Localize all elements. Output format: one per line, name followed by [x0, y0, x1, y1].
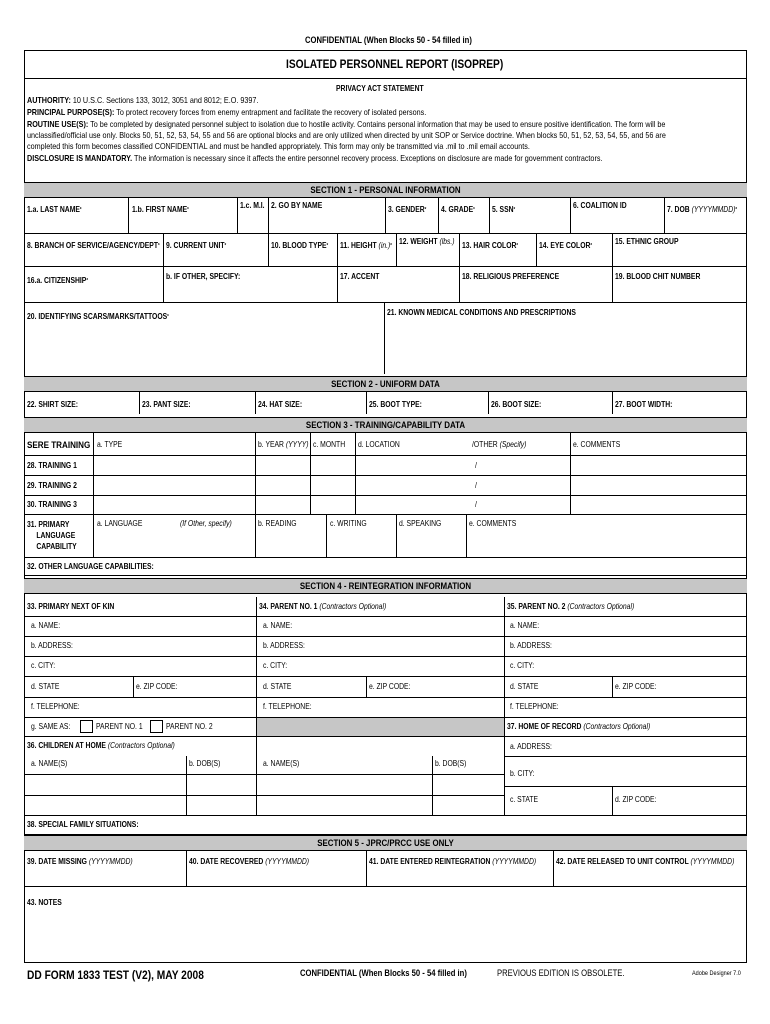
obsolete-notice: PREVIOUS EDITION IS OBSOLETE. — [497, 968, 625, 978]
notes-label: 43. NOTES — [27, 898, 62, 907]
nok-city-label: c. CITY: — [31, 661, 56, 670]
home-of-record-label: 37. HOME OF RECORD (Contractors Optional) — [507, 722, 651, 731]
p2-state-label: d. STATE — [510, 682, 539, 691]
coalition-id-input[interactable] — [571, 212, 663, 232]
citizenship-label: 16.a. CITIZENSHIP* — [27, 276, 88, 285]
s2-v4 — [488, 392, 489, 414]
boot-width-label: 27. BOOT WIDTH: — [615, 400, 673, 409]
children-names-label-1: a. NAME(S) — [31, 759, 68, 768]
training-3-location-input[interactable] — [356, 496, 569, 513]
nok-phone-label: f. TELEPHONE: — [31, 702, 80, 711]
routine-label: ROUTINE USE(S): — [27, 120, 89, 129]
sere-training-label: SERE TRAINING — [27, 440, 91, 451]
next-of-kin-label: 33. PRIMARY NEXT OF KIN — [27, 602, 115, 611]
same-as-parent1-label: PARENT NO. 1 — [96, 722, 143, 731]
first-name-label: 1.b. FIRST NAME* — [132, 205, 189, 214]
training-1-year-input[interactable] — [256, 456, 309, 474]
s3-row-h6 — [24, 575, 747, 576]
s4-v-rzip — [612, 786, 613, 815]
section3-title: SECTION 3 - TRAINING/CAPABILITY DATA — [305, 420, 466, 430]
branch-input[interactable] — [25, 252, 162, 265]
section1-header — [24, 182, 747, 198]
training-year-label: b. YEAR (YYYY) — [258, 440, 309, 449]
hat-size-input[interactable] — [304, 396, 365, 412]
training-location-label: d. LOCATION — [358, 440, 400, 449]
weight-label: 12. WEIGHT (lbs.) — [399, 237, 455, 246]
designer-credit: Adobe Designer 7.0 — [692, 970, 741, 977]
section5-header — [24, 835, 747, 851]
s2-v5 — [612, 392, 613, 414]
p1-phone-label: f. TELEPHONE: — [263, 702, 312, 711]
training-other-label: /OTHER (Specify) — [472, 440, 527, 449]
language-comments-label: e. COMMENTS — [469, 519, 517, 528]
s4-v-504 — [504, 597, 505, 815]
date-recovered-input[interactable] — [187, 868, 365, 885]
confidential-banner-bottom: CONFIDENTIAL (When Blocks 50 - 54 filled in) — [300, 968, 467, 978]
training-1-label: 28. TRAINING 1 — [27, 461, 77, 470]
date-released-input[interactable] — [554, 868, 746, 885]
p2-city-label: c. CITY: — [510, 661, 535, 670]
training-3-type-input[interactable] — [94, 496, 254, 513]
p2-address-input[interactable] — [559, 637, 746, 655]
form-title: ISOLATED PERSONNEL REPORT (ISOPREP) — [286, 57, 504, 71]
purpose-label: PRINCIPAL PURPOSE(S): — [27, 108, 115, 117]
p2-city-input[interactable] — [543, 657, 746, 675]
s1-row1-bottom — [24, 233, 747, 234]
children-dobs-input-1a[interactable] — [187, 775, 255, 794]
s1-row2-bottom — [24, 266, 747, 267]
reading-label: b. READING — [258, 519, 297, 528]
training-1-type-input[interactable] — [94, 456, 254, 474]
medical-conditions-input[interactable] — [385, 319, 746, 373]
citizenship-input[interactable] — [25, 287, 162, 301]
p2-phone-label: f. TELEPHONE: — [510, 702, 559, 711]
p1-city-label: c. CITY: — [263, 661, 288, 670]
s4-v-zip2 — [366, 676, 367, 697]
writing-input[interactable] — [327, 531, 395, 556]
p1-state-input[interactable] — [298, 677, 365, 696]
blood-chit-input[interactable] — [613, 283, 746, 301]
training-2-comments-input[interactable] — [571, 476, 746, 494]
same-as-parent1-checkbox[interactable] — [80, 720, 93, 733]
p2-zip-input[interactable] — [665, 677, 746, 696]
hair-color-input[interactable] — [460, 252, 535, 265]
training-type-label: a. TYPE — [97, 440, 123, 449]
grade-input[interactable] — [439, 215, 488, 232]
training-2-slash: / — [475, 481, 477, 490]
pant-size-input[interactable] — [192, 396, 254, 412]
routine-line-2: unclassified/official use only. Blocks 50, 51, 52, 53, 54, 55 and 56 are optional blocks and are only utilized when directed by unit SOP or Service doctrine. When blocks 50, 51, 52, 53, 54, 55, and 56 are — [27, 131, 666, 140]
religious-preference-input[interactable] — [460, 283, 611, 301]
purpose-text: To protect recovery forces from enemy entrapment and facilitate the recovery of isolated persons. — [116, 108, 427, 117]
hor-state-label: c. STATE — [510, 795, 539, 804]
grade-label: 4. GRADE* — [441, 205, 475, 214]
primary-language-label: 31. PRIMARY LANGUAGE CAPABILITY — [27, 520, 77, 551]
scars-label: 20. IDENTIFYING SCARS/MARKS/TATTOOS* — [27, 312, 169, 321]
s5-h-886 — [24, 886, 747, 887]
ethnic-group-label: 15. ETHNIC GROUP — [615, 237, 679, 246]
section2-title: SECTION 2 - UNIFORM DATA — [331, 379, 440, 389]
boot-size-label: 26. BOOT SIZE: — [491, 400, 542, 409]
children-dobs-label-2: b. DOB(S) — [435, 759, 467, 768]
p1-address-input[interactable] — [312, 637, 503, 655]
citizenship-other-label: b. IF OTHER, SPECIFY: — [166, 272, 241, 281]
branch-label: 8. BRANCH OF SERVICE/AGENCY/DEPT* — [27, 241, 160, 250]
special-family-input[interactable] — [146, 816, 746, 833]
citizenship-other-input[interactable] — [164, 283, 336, 301]
p2-zip-label: e. ZIP CODE: — [615, 682, 657, 691]
first-name-input[interactable] — [129, 215, 236, 232]
shirt-size-label: 22. SHIRT SIZE: — [27, 400, 79, 409]
children-names-input-2b[interactable] — [257, 796, 431, 814]
language-other-hint: (If Other, specify) — [180, 519, 232, 528]
children-names-label-2: a. NAME(S) — [263, 759, 300, 768]
pant-size-label: 23. PANT SIZE: — [142, 400, 191, 409]
special-family-label: 38. SPECIAL FAMILY SITUATIONS: — [27, 820, 139, 829]
medical-conditions-label: 21. KNOWN MEDICAL CONDITIONS AND PRESCRIPTIONS — [387, 308, 576, 317]
authority-label: AUTHORITY: — [27, 96, 71, 105]
p2-address-label: b. ADDRESS: — [510, 641, 552, 650]
disclosure-text: The information is necessary since it affects the entire personnel recovery process. Exceptions on disclosure are made for government contractors. — [134, 154, 603, 163]
boot-type-label: 25. BOOT TYPE: — [369, 400, 422, 409]
s4-v-zip3 — [612, 676, 613, 697]
middle-initial-label: 1.c. M.I. — [240, 201, 265, 210]
weight-input[interactable] — [397, 248, 458, 265]
last-name-label: 1.a. LAST NAME* — [27, 205, 82, 214]
p1-zip-input[interactable] — [418, 677, 503, 696]
same-as-parent2-label: PARENT NO. 2 — [166, 722, 213, 731]
nok-name-input[interactable] — [70, 617, 255, 635]
children-dobs-label-1: b. DOB(S) — [189, 759, 221, 768]
training-2-year-input[interactable] — [256, 476, 309, 494]
authority-line — [27, 96, 713, 106]
purpose-line — [27, 108, 713, 118]
nok-zip-input[interactable] — [186, 677, 255, 696]
language-comments-input[interactable] — [467, 531, 746, 556]
date-missing-label: 39. DATE MISSING (YYYYMMDD) — [27, 857, 133, 866]
p2-state-input[interactable] — [545, 677, 611, 696]
notes-input[interactable] — [25, 909, 746, 961]
p1-zip-label: e. ZIP CODE: — [369, 682, 411, 691]
same-as-parent2-checkbox[interactable] — [150, 720, 163, 733]
disclosure-line — [27, 154, 713, 164]
training-3-slash: / — [475, 500, 477, 509]
training-2-label: 29. TRAINING 2 — [27, 481, 77, 490]
training-month-label: c. MONTH — [313, 440, 346, 449]
height-input[interactable] — [338, 252, 395, 265]
ethnic-group-input[interactable] — [613, 248, 746, 265]
boot-size-input[interactable] — [546, 396, 611, 412]
last-name-input[interactable] — [25, 215, 127, 232]
hor-city-label: b. CITY: — [510, 769, 535, 778]
current-unit-input[interactable] — [164, 252, 267, 265]
p1-city-input[interactable] — [296, 657, 503, 675]
children-names-input-1a[interactable] — [25, 775, 185, 794]
accent-label: 17. ACCENT — [340, 272, 380, 281]
p1-phone-input[interactable] — [320, 698, 503, 716]
hor-zip-label: d. ZIP CODE: — [615, 795, 657, 804]
nok-state-input[interactable] — [66, 677, 132, 696]
children-names-input-2a[interactable] — [257, 775, 431, 794]
other-languages-input[interactable] — [160, 558, 746, 574]
p2-phone-input[interactable] — [567, 698, 746, 716]
p2-name-label: a. NAME: — [510, 621, 540, 630]
date-missing-input[interactable] — [25, 868, 185, 885]
gender-label: 3. GENDER* — [388, 205, 427, 214]
go-by-name-input[interactable] — [269, 212, 384, 232]
date-released-label: 42. DATE RELEASED TO UNIT CONTROL (YYYYMMDD) — [556, 857, 735, 866]
blood-type-input[interactable] — [269, 252, 336, 265]
nok-address-input[interactable] — [82, 637, 255, 655]
blood-type-label: 10. BLOOD TYPE* — [271, 241, 329, 250]
form-number: DD FORM 1833 TEST (V2), MAY 2008 — [27, 968, 204, 982]
go-by-name-label: 2. GO BY NAME — [271, 201, 323, 210]
p2-name-input[interactable] — [547, 617, 746, 635]
confidential-banner-top: CONFIDENTIAL (When Blocks 50 - 54 filled in) — [305, 35, 472, 45]
same-as-label: g. SAME AS: — [31, 722, 71, 731]
writing-label: c. WRITING — [330, 519, 367, 528]
accent-input[interactable] — [338, 283, 458, 301]
children-names-input-1b[interactable] — [25, 796, 185, 814]
s2-v3 — [366, 392, 367, 414]
s3-row-h4 — [24, 514, 747, 515]
speaking-input[interactable] — [397, 531, 465, 556]
hor-address-input[interactable] — [559, 737, 746, 755]
middle-initial-input[interactable] — [238, 212, 267, 232]
nok-state-label: d. STATE — [31, 682, 60, 691]
s1-row3-bottom — [24, 302, 747, 303]
scars-input[interactable] — [25, 323, 383, 373]
training-1-month-input[interactable] — [311, 456, 354, 474]
p1-name-input[interactable] — [300, 617, 503, 635]
disclosure-label: DISCLOSURE IS MANDATORY. — [27, 154, 133, 163]
parent2-label: 35. PARENT NO. 2 (Contractors Optional) — [507, 602, 635, 611]
hair-color-label: 13. HAIR COLOR* — [462, 241, 519, 250]
nok-address-label: b. ADDRESS: — [31, 641, 73, 650]
s4-v-zip1 — [133, 676, 134, 697]
section2-header — [24, 376, 747, 392]
hor-zip-input[interactable] — [665, 787, 746, 814]
nok-phone-input[interactable] — [88, 698, 255, 716]
children-label: 36. CHILDREN AT HOME (Contractors Optional) — [27, 741, 175, 750]
coalition-id-label: 6. COALITION ID — [573, 201, 627, 210]
boot-type-input[interactable] — [425, 396, 487, 412]
nok-city-input[interactable] — [66, 657, 255, 675]
section3-header — [24, 417, 747, 433]
date-reintegration-input[interactable] — [367, 868, 552, 885]
training-2-month-input[interactable] — [311, 476, 354, 494]
section4-title: SECTION 4 - REINTEGRATION INFORMATION — [299, 581, 472, 591]
speaking-label: d. SPEAKING — [399, 519, 442, 528]
training-1-comments-input[interactable] — [571, 456, 746, 474]
training-2-type-input[interactable] — [94, 476, 254, 494]
same-as-gray-cell — [256, 717, 504, 736]
p1-address-label: b. ADDRESS: — [263, 641, 305, 650]
blood-chit-label: 19. BLOOD CHIT NUMBER — [615, 272, 701, 281]
title-divider — [24, 78, 747, 79]
hor-address-label: a. ADDRESS: — [510, 742, 552, 751]
authority-text: 10 U.S.C. Sections 133, 3012, 3051 and 8012; E.O. 9397. — [72, 96, 259, 105]
routine-line-3: completed this form becomes classified CONFIDENTIAL and must be handled appropriately. This form may only be transmitted via .mil to .mil email accounts. — [27, 142, 530, 151]
routine-text-1: To be completed by designated personnel subject to isolation due to hostile activity. Contains personal information that may be used to ensure positive identification. The form will be — [90, 120, 666, 129]
privacy-act-title: PRIVACY ACT STATEMENT — [336, 84, 424, 93]
s2-v2 — [255, 392, 256, 414]
dob-input[interactable] — [665, 215, 746, 232]
hat-size-label: 24. HAT SIZE: — [258, 400, 303, 409]
s2-v1 — [139, 392, 140, 414]
language-input[interactable] — [94, 531, 254, 556]
training-1-location-input[interactable] — [356, 456, 569, 474]
date-recovered-label: 40. DATE RECOVERED (YYYYMMDD) — [189, 857, 310, 866]
children-dobs-input-1b[interactable] — [187, 796, 255, 814]
training-3-label: 30. TRAINING 3 — [27, 500, 77, 509]
training-3-year-input[interactable] — [256, 496, 309, 513]
language-label: a. LANGUAGE — [97, 519, 143, 528]
ssn-label: 5. SSN* — [492, 205, 516, 214]
children-dobs-input-2a[interactable] — [433, 775, 503, 794]
training-3-month-input[interactable] — [311, 496, 354, 513]
ssn-input[interactable] — [490, 215, 569, 232]
nok-name-label: a. NAME: — [31, 621, 61, 630]
boot-width-input[interactable] — [677, 396, 746, 412]
training-3-comments-input[interactable] — [571, 496, 746, 513]
training-2-location-input[interactable] — [356, 476, 569, 494]
eye-color-input[interactable] — [537, 252, 611, 265]
routine-line-1 — [27, 120, 713, 130]
gender-input[interactable] — [386, 215, 437, 232]
section4-header — [24, 578, 747, 594]
hor-city-input[interactable] — [540, 757, 746, 785]
other-languages-label: 32. OTHER LANGUAGE CAPABILITIES: — [27, 562, 154, 571]
children-dobs-input-2b[interactable] — [433, 796, 503, 814]
nok-zip-label: e. ZIP CODE: — [136, 682, 178, 691]
shirt-size-input[interactable] — [80, 396, 138, 412]
religious-preference-label: 18. RELIGIOUS PREFERENCE — [462, 272, 560, 281]
section1-title: SECTION 1 - PERSONAL INFORMATION — [310, 185, 461, 195]
training-comments-label: e. COMMENTS — [573, 440, 621, 449]
reading-input[interactable] — [256, 531, 325, 556]
training-1-slash: / — [475, 461, 477, 470]
date-reintegration-label: 41. DATE ENTERED REINTEGRATION (YYYYMMDD) — [369, 857, 537, 866]
section5-title: SECTION 5 - JPRC/PRCC USE ONLY — [317, 838, 454, 848]
parent1-label: 34. PARENT NO. 1 (Contractors Optional) — [259, 602, 387, 611]
dob-label: 7. DOB (YYYYMMDD)* — [667, 205, 738, 214]
s4-h-717 — [24, 717, 747, 718]
p1-state-label: d. STATE — [263, 682, 292, 691]
eye-color-label: 14. EYE COLOR* — [539, 241, 593, 250]
height-label: 11. HEIGHT (in.)* — [340, 241, 392, 250]
hor-state-input[interactable] — [545, 787, 611, 814]
current-unit-label: 9. CURRENT UNIT* — [166, 241, 227, 250]
p1-name-label: a. NAME: — [263, 621, 293, 630]
